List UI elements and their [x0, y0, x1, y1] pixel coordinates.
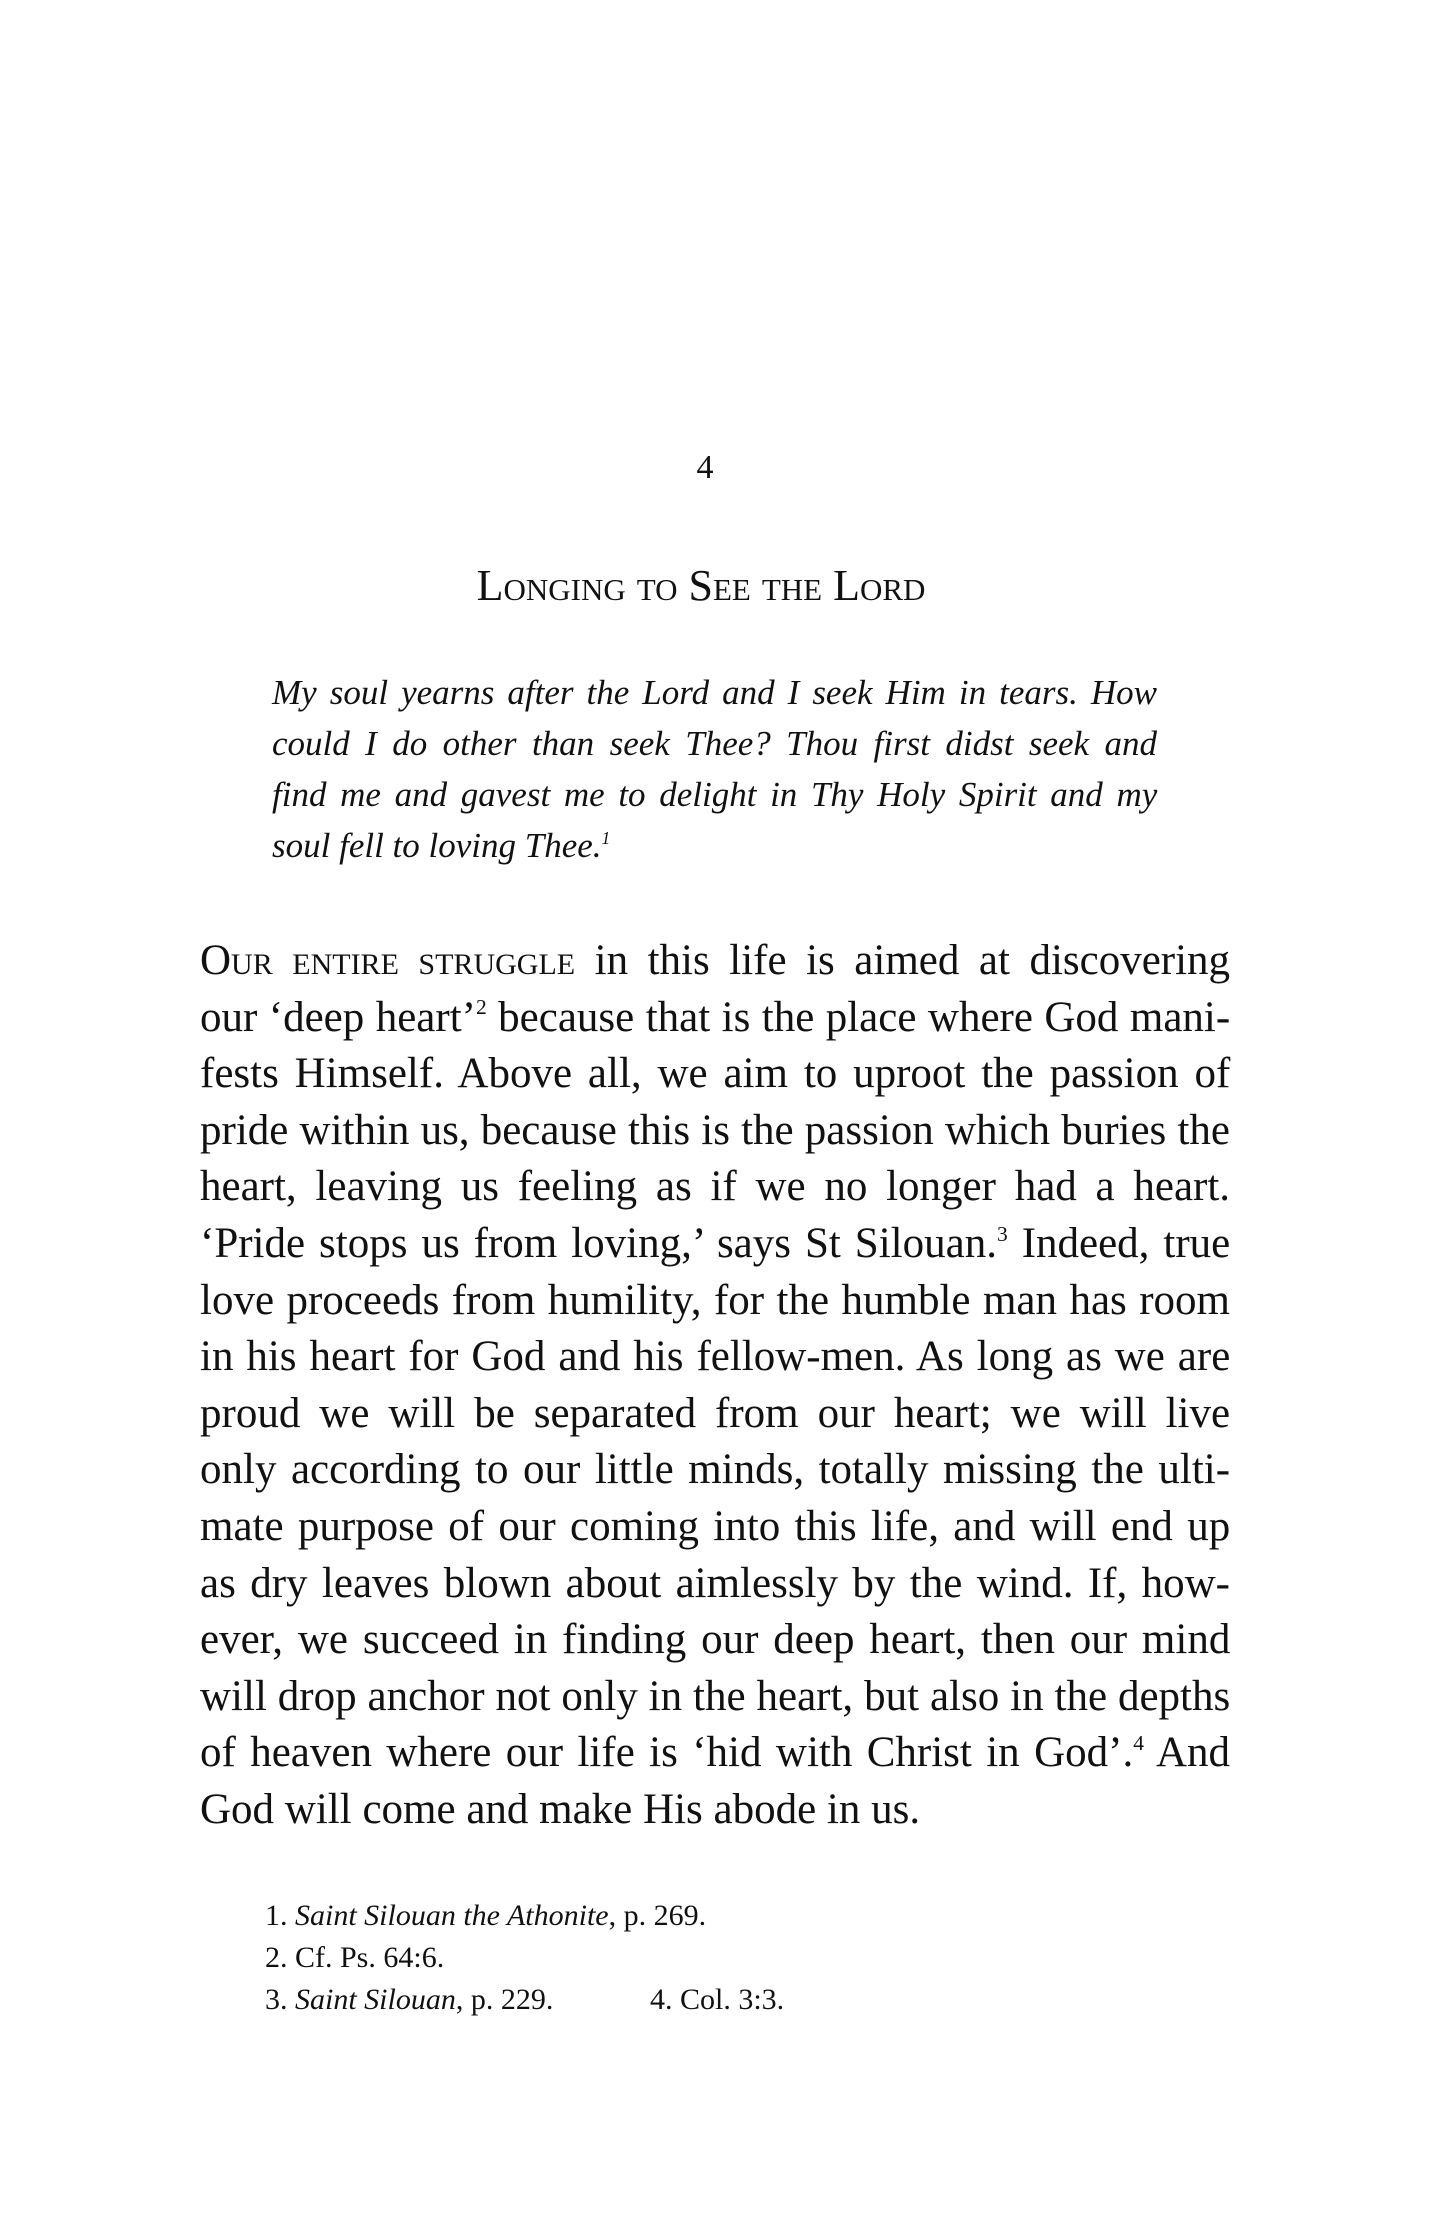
body-line: ‘Pride stops us from loving,’ says St Silouan.$^3$ Indeed, true: [200, 1219, 1231, 1267]
footnote-2: 2. Cf. Ps. 64:6.: [265, 1941, 445, 1974]
epigraph-line: [272, 820, 1157, 871]
epigraph-line: find me and gavest me to delight in Thy Holy Spirit and my: [272, 775, 1158, 814]
epigraph-line: My soul yearns after the Lord and I seek Him in tears. How: [272, 673, 1157, 712]
body-line: Our entire struggle in this life is aimed at discovering: [200, 937, 1231, 984]
chapter-title: Longing to See the Lord: [476, 561, 926, 610]
body-line: ever, we succeed in finding our deep heart, then our mind: [200, 1616, 1231, 1664]
body-line: proud we will be separated from our heart; we will live: [200, 1389, 1231, 1437]
body-line: mate purpose of our coming into this life, and will end up: [200, 1502, 1231, 1550]
footnotes: [265, 1895, 1065, 2021]
epigraph-quote: [272, 667, 1157, 871]
body-line: will drop anchor not only in the heart, but also in the depths: [200, 1672, 1231, 1720]
body-line: in his heart for God and his fellow-men. As long as we are: [200, 1333, 1231, 1381]
footnote-ref-1[interactable]: 1: [601, 827, 611, 848]
body-line: fests Himself. Above all, we aim to uproot the passion of: [200, 1050, 1231, 1098]
body-line: only according to our little minds, totally missing the ulti-: [200, 1446, 1231, 1494]
body-line: of heaven where our life is ‘hid with Christ in God’.$^4$ And: [200, 1729, 1231, 1777]
body-line: our ‘deep heart’$^2$ because that is the place where God mani-: [200, 993, 1231, 1041]
footnote-1: 1. Saint Silouan the Athonite, p. 269.: [265, 1899, 707, 1932]
body-line: heart, leaving us feeling as if we no longer had a heart.: [200, 1163, 1231, 1211]
body-line: as dry leaves blown about aimlessly by the wind. If, how-: [200, 1559, 1230, 1607]
footnote-3: 3. Saint Silouan, p. 229.: [265, 1983, 554, 2016]
footnote-book-title: Saint Silouan the Athonite: [295, 1899, 609, 1932]
footnote-ref-4[interactable]: 4: [1133, 1731, 1144, 1756]
chapter-number: 4: [696, 449, 714, 486]
footnote-book-title: Saint Silouan: [295, 1983, 456, 2016]
body-line: love proceeds from humility, for the humble man has room: [200, 1276, 1230, 1324]
lead-in-smallcaps: Our entire struggle: [200, 937, 576, 984]
footnote-ref-3[interactable]: 3: [996, 1221, 1008, 1246]
body-line: God will come and make His abode in us.: [200, 1785, 921, 1833]
footnote-ref-2[interactable]: 2: [475, 995, 487, 1020]
epigraph-text: soul fell to loving Thee.: [272, 826, 602, 865]
footnote-4: 4. Col. 3:3.: [650, 1983, 785, 2016]
epigraph-line: could I do other than seek Thee? Thou first didst seek and: [272, 724, 1157, 763]
body-paragraph: [200, 933, 1230, 1839]
body-line: pride within us, because this is the passion which buries the: [200, 1106, 1230, 1154]
footnote-row-3-4: [265, 1979, 1065, 2021]
